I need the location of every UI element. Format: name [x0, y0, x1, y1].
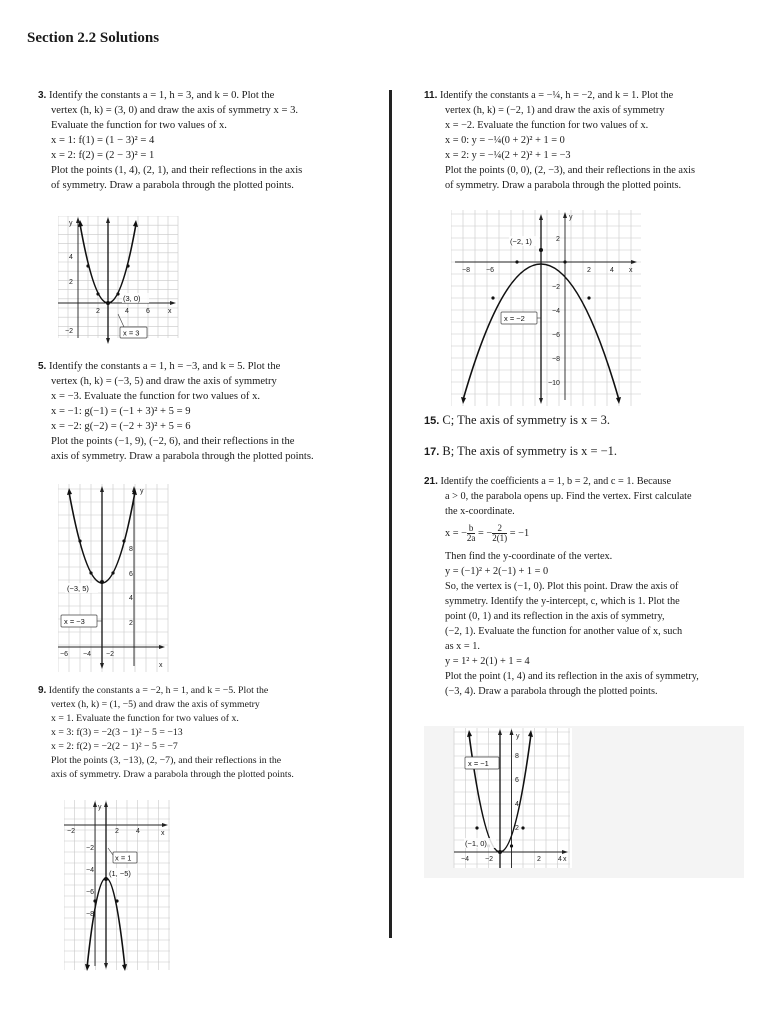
y-tick: 2	[129, 620, 133, 627]
problem-number: 3.	[38, 90, 47, 101]
y-tick: 4	[515, 801, 519, 808]
vertex-label: (1, −5)	[109, 869, 131, 878]
problem-line: Identify the constants a = 1, h = −3, and k = 5. Plot the	[49, 361, 281, 372]
vertex-point	[539, 248, 543, 252]
problem-line: x = 1. Evaluate the function for two values of x.	[51, 713, 239, 724]
graph-problem-3	[58, 216, 180, 346]
fraction-denominator: 2(1)	[492, 533, 508, 544]
y-tick: −8	[552, 356, 560, 363]
graph-problem-5	[58, 484, 170, 674]
problem-line: Plot the points (3, −13), (2, −7), and their reflections in the	[51, 755, 282, 766]
coordinate-plane	[58, 484, 170, 674]
problem-line: x = 2: f(2) = (2 − 3)² = 1	[51, 150, 155, 161]
problem-17	[424, 444, 754, 460]
problem-line: Plot the points (0, 0), (2, −3), and their reflections in the axis	[445, 165, 696, 176]
problem-line: x = −2. Evaluate the function for two values of x.	[445, 120, 649, 131]
x-tick: −8	[462, 267, 470, 274]
problem-line: symmetry. Identify the y-intercept, c, which is 1. Plot the	[445, 596, 680, 607]
x-tick: 2	[537, 856, 541, 863]
y-tick: 2	[556, 236, 560, 243]
problem-line: Identify the constants a = −2, h = 1, and k = −5. Plot the	[48, 685, 269, 696]
y-tick: −6	[86, 889, 94, 896]
problem-line: vertex (h, k) = (−2, 1) and draw the axis of symmetry	[445, 105, 665, 116]
y-tick: 6	[129, 571, 133, 578]
x-tick: −4	[461, 856, 469, 863]
problem-line: (−3, 4). Draw a parabola through the plotted points.	[445, 686, 658, 697]
coordinate-plane	[424, 726, 744, 878]
x-tick: −6	[60, 651, 68, 658]
x-tick: 4	[125, 308, 129, 315]
y-tick: 4	[129, 595, 133, 602]
y-axis-label: y	[140, 488, 144, 495]
problem-line: y = (−1)² + 2(−1) + 1 = 0	[445, 566, 549, 577]
grid	[58, 484, 168, 672]
x-axis-label: x	[563, 856, 567, 863]
grid	[64, 800, 170, 970]
axis-of-symmetry-label: x = 1	[115, 853, 132, 863]
y-tick: 8	[129, 546, 133, 553]
y-tick: −2	[86, 845, 94, 852]
vertex-point	[100, 580, 104, 584]
problem-line: Evaluate the function for two values of x.	[51, 120, 227, 131]
problem-line: the x-coordinate.	[445, 506, 515, 517]
x-tick: −6	[486, 267, 494, 274]
problem-number: 11.	[424, 90, 438, 101]
fraction-numerator: 2	[492, 524, 507, 534]
problem-line: x = 3: f(3) = −2(3 − 1)² − 5 = −13	[51, 727, 183, 738]
x-tick: 2	[115, 828, 119, 835]
problem-5	[38, 359, 378, 464]
fraction-denominator: 2a	[466, 533, 476, 544]
x-tick: −2	[485, 856, 493, 863]
problem-line: x = 2: y = −¼(2 + 2)² + 1 = −3	[445, 150, 571, 161]
problem-line: Plot the point (1, 4) and its reflection in the axis of symmetry,	[445, 671, 699, 682]
x-tick: 4	[136, 828, 140, 835]
problem-line: Then find the y-coordinate of the vertex.	[445, 551, 613, 562]
vertex-point	[104, 877, 108, 881]
y-tick: −8	[86, 911, 94, 918]
problem-answer: B; The axis of symmetry is x = −1.	[442, 444, 618, 458]
vertex-x-formula	[424, 519, 754, 549]
vertex-label: (3, 0)	[123, 294, 141, 303]
x-axis-label: x	[168, 308, 172, 315]
formula-text: = −	[475, 528, 493, 539]
problem-line: Plot the points (1, 4), (2, 1), and their reflections in the axis	[51, 165, 303, 176]
y-tick: −4	[552, 308, 560, 315]
vertex-label: (−2, 1)	[510, 237, 532, 246]
page-title: Section 2.2 Solutions	[27, 30, 160, 46]
y-tick: −10	[548, 380, 560, 387]
fraction-numerator: b	[468, 523, 474, 534]
problem-15	[424, 413, 754, 429]
problem-line: as x = 1.	[445, 641, 480, 652]
vertex-point	[106, 301, 110, 305]
fraction	[492, 524, 507, 543]
problem-line: of symmetry. Draw a parabola through the plotted points.	[51, 180, 294, 191]
x-tick: 2	[587, 267, 591, 274]
problem-21	[424, 474, 754, 699]
problem-line: Identify the constants a = 1, h = 3, and k = 0. Plot the	[49, 90, 275, 101]
problem-number: 5.	[38, 361, 47, 372]
graph-problem-11	[451, 210, 643, 408]
x-tick: 4	[610, 267, 614, 274]
x-tick: −4	[83, 651, 91, 658]
y-tick: 8	[515, 753, 519, 760]
y-tick: 4	[69, 254, 73, 261]
x-axis-label: x	[161, 830, 165, 837]
axis-of-symmetry-label: x = −1	[468, 759, 489, 768]
y-tick: 2	[515, 825, 519, 832]
problem-line: point (0, 1) and its reflection in the axis of symmetry,	[445, 611, 665, 622]
graph-problem-9	[64, 800, 172, 972]
problem-line: x = −3. Evaluate the function for two values of x.	[51, 391, 261, 402]
coordinate-plane	[64, 800, 172, 972]
graph-problem-21	[424, 726, 744, 878]
y-tick: −6	[552, 332, 560, 339]
problem-line: Plot the points (−1, 9), (−2, 6), and their reflections in the	[51, 436, 295, 447]
problem-line: x = −1: g(−1) = (−1 + 3)² + 5 = 9	[51, 406, 191, 417]
problem-11	[424, 88, 754, 193]
grid	[58, 216, 178, 338]
x-tick: −2	[67, 828, 75, 835]
problem-line: So, the vertex is (−1, 0). Plot this point. Draw the axis of	[445, 581, 679, 592]
problem-line: x = 1: f(1) = (1 − 3)² = 4	[51, 135, 155, 146]
y-axis-label: y	[569, 214, 573, 221]
x-axis-label: x	[629, 267, 633, 274]
axis-of-symmetry-label: x = 3	[123, 328, 140, 338]
x-tick: 6	[146, 308, 150, 315]
problem-line: axis of symmetry. Draw a parabola through the plotted points.	[51, 451, 314, 462]
y-axis-label: y	[98, 804, 102, 811]
problem-number: 15.	[424, 415, 440, 427]
problem-line: of symmetry. Draw a parabola through the plotted points.	[445, 180, 682, 191]
y-tick: −2	[65, 328, 73, 335]
x-tick: 2	[96, 308, 100, 315]
axis-of-symmetry-label: x = −3	[64, 617, 85, 626]
x-tick: −2	[106, 651, 114, 658]
coordinate-plane	[451, 210, 643, 408]
formula-text: = −1	[507, 528, 530, 539]
problem-line: x = −2: g(−2) = (−2 + 3)² + 5 = 6	[51, 421, 191, 432]
coordinate-plane	[58, 216, 180, 346]
problem-line: x = 0: y = −¼(0 + 2)² + 1 = 0	[445, 135, 565, 146]
vertex-label: (−3, 5)	[67, 584, 89, 593]
y-tick: −2	[552, 284, 560, 291]
x-tick: 4	[558, 856, 562, 863]
problem-line: vertex (h, k) = (3, 0) and draw the axis of symmetry x = 3.	[51, 105, 299, 116]
problem-line: axis of symmetry. Draw a parabola through the plotted points.	[51, 769, 294, 780]
y-tick: −4	[86, 867, 94, 874]
y-axis-label: y	[516, 733, 520, 740]
formula-text: x = −	[445, 528, 467, 539]
y-axis-label: y	[69, 220, 73, 227]
x-axis-label: x	[159, 662, 163, 669]
problem-9	[38, 684, 378, 782]
vertex-label: (−1, 0)	[465, 839, 487, 848]
vertex-point	[498, 850, 502, 854]
axis-of-symmetry-label: x = −2	[504, 314, 525, 323]
problem-line: vertex (h, k) = (−3, 5) and draw the axis of symmetry	[51, 376, 277, 387]
problem-3	[38, 88, 378, 193]
problem-line: a > 0, the parabola opens up. Find the vertex. First calculate	[445, 491, 692, 502]
y-tick: 6	[515, 777, 519, 784]
problem-line: Identify the constants a = −¼, h = −2, and k = 1. Plot the	[439, 90, 674, 101]
problem-number: 21.	[424, 476, 438, 487]
problem-number: 9.	[38, 685, 47, 696]
problem-line: y = 1² + 2(1) + 1 = 4	[445, 656, 530, 667]
column-divider	[389, 90, 392, 938]
problem-answer: C; The axis of symmetry is x = 3.	[442, 413, 610, 427]
problem-line: vertex (h, k) = (1, −5) and draw the axis of symmetry	[51, 699, 260, 710]
problem-line: (−2, 1). Evaluate the function for another value of x, such	[445, 626, 683, 637]
problem-line: x = 2: f(2) = −2(2 − 1)² − 5 = −7	[51, 741, 178, 752]
y-tick: 2	[69, 279, 73, 286]
problem-line: Identify the coefficients a = 1, b = 2, and c = 1. Because	[440, 476, 672, 487]
problem-number: 17.	[424, 446, 440, 458]
